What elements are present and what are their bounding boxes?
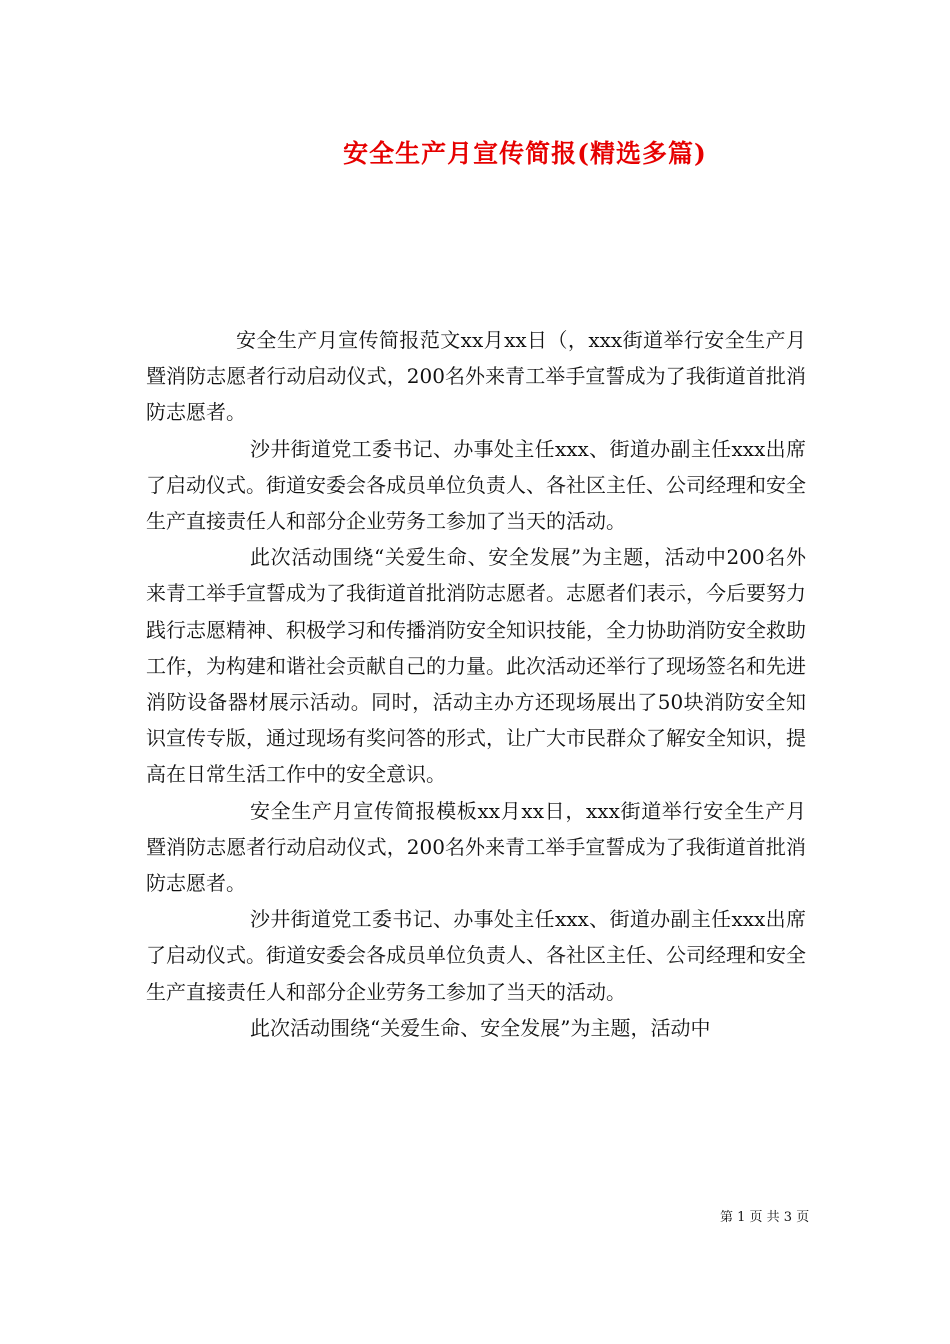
page-number-footer: 第 1 页 共 3 页: [720, 1210, 810, 1225]
paragraph: 此次活动围绕“关爱生命、安全发展”为主题，活动中200名外来青工举手宣誓成为了我街道首批消防志愿者。志愿者们表示，今后要努力践行志愿精神、积极学习和传播消防安全知识技能，全力协助消防安全救助工作，为构建和谐社会贡献自己的力量。此次活动还举行了现场签名和先进消防设备器材展示活动。同时，活动主办方还现场展出了50块消防安全知识宣传专版，通过现场有奖问答的形式，让广大市民群众了解安全知识，提高在日常生活工作中的安全意识。: [146, 545, 806, 787]
document-body: [146, 322, 806, 1046]
paragraph: 安全生产月宣传简报模板xx月xx日，xxx街道举行安全生产月暨消防志愿者行动启动仪式，200名外来青工举手宣誓成为了我街道首批消防志愿者。: [146, 798, 806, 896]
document-title: 安全生产月宣传简报(精选多篇): [343, 139, 707, 168]
paragraph: 安全生产月宣传简报范文xx月xx日（，xxx街道举行安全生产月暨消防志愿者行动启动仪式，200名外来青工举手宣誓成为了我街道首批消防志愿者。: [146, 328, 806, 425]
paragraph: 沙井街道党工委书记、办事处主任xxx、街道办副主任xxx出席了启动仪式。街道安委会各成员单位负责人、各社区主任、公司经理和安全生产直接责任人和部分企业劳务工参加了当天的活动。: [146, 907, 806, 1004]
paragraph: 沙井街道党工委书记、办事处主任xxx、街道办副主任xxx出席了启动仪式。街道安委会各成员单位负责人、各社区主任、公司经理和安全生产直接责任人和部分企业劳务工参加了当天的活动。: [146, 436, 806, 534]
paragraph: 此次活动围绕“关爱生命、安全发展”为主题，活动中: [250, 1015, 711, 1040]
